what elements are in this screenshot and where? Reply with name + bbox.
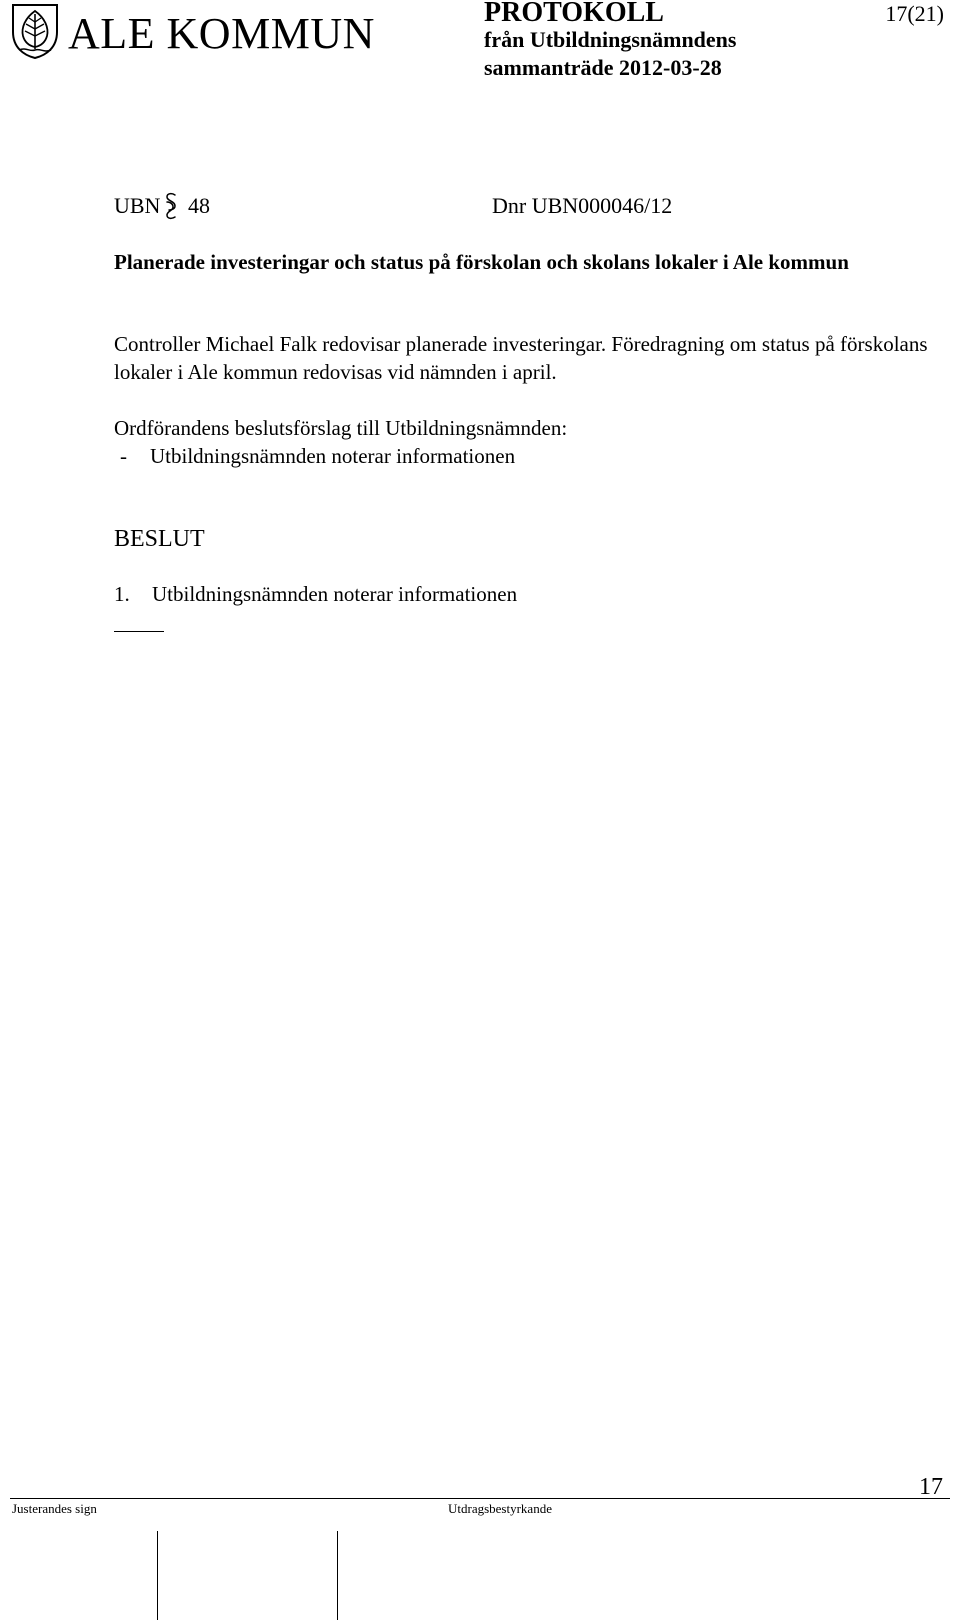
list-marker: 1. <box>114 582 130 606</box>
decision-item-text: Utbildningsnämnden noterar informationen <box>152 582 518 606</box>
item-heading: Planerade investeringar och status på förskolan och skolans lokaler i Ale kommun <box>114 250 849 274</box>
decision-item <box>114 580 517 608</box>
section-label: UBN <box>114 193 161 218</box>
proposal-item-text: Utbildningsnämnden noterar informationen <box>150 444 516 468</box>
certification-label: Utdragsbestyrkande <box>448 1501 552 1516</box>
proposal-intro: Ordförandens beslutsförslag till Utbildningsnämnden: <box>114 416 568 440</box>
ale-kommun-crest-icon <box>10 2 60 60</box>
organization-logo-text: ALE KOMMUN <box>68 9 375 58</box>
decision-title: BESLUT <box>114 526 205 552</box>
page-number: 17 <box>919 1474 943 1500</box>
proposal-item <box>114 442 515 470</box>
footer-divider <box>10 1498 950 1499</box>
end-rule <box>114 631 164 632</box>
section-number: 48 <box>188 193 210 218</box>
section-sign-icon <box>160 191 182 221</box>
page-count: 17(21) <box>885 1 944 26</box>
item-description: Controller Michael Falk redovisar planerade investeringar. Föredragning om status på förskolans lokaler i Ale kommun redovisas vid nämnden i april. <box>114 332 928 384</box>
signature-box-divider <box>337 1531 338 1620</box>
signature-box-divider <box>157 1531 158 1620</box>
meeting-body: från Utbildningsnämndens <box>484 27 737 52</box>
signature-label: Justerandes sign <box>12 1501 97 1516</box>
list-marker: - <box>120 444 127 468</box>
meeting-date: sammanträde 2012-03-28 <box>484 55 722 80</box>
document-type-title: PROTOKOLL <box>484 0 664 28</box>
registration-number: Dnr UBN000046/12 <box>492 193 673 218</box>
